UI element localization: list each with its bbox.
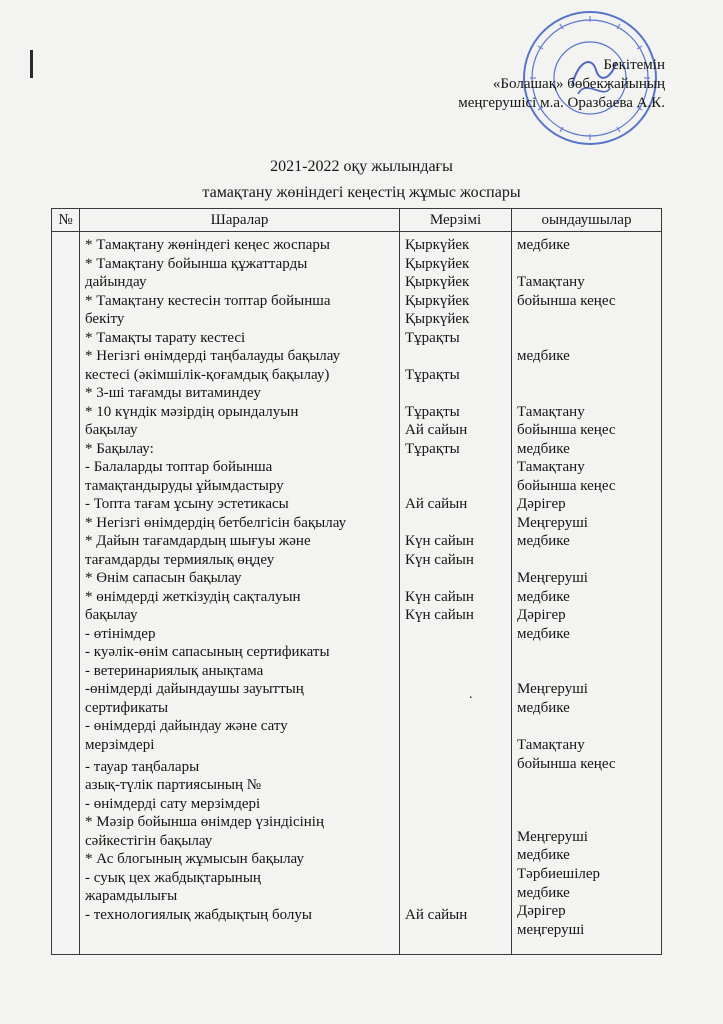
executor-line: Меңгеруші [517, 515, 588, 531]
measure-line: - өтінімдер [85, 626, 156, 642]
approval-block [458, 56, 665, 113]
measure-line: жарамдылығы [85, 888, 178, 904]
approval-line-institution: «Болашақ» бөбекжайының [492, 76, 665, 92]
executor-line: Тамақтану [517, 737, 585, 753]
measure-line: тағамдарды термиялық өңдеу [85, 552, 275, 568]
term-line: Күн сайын [405, 589, 474, 605]
document-main-title: тамақтану жөніндегі кеңестің жұмыс жоспары [202, 184, 521, 201]
measure-line: тамақтандыруды ұйымдастыру [85, 478, 284, 494]
measure-line: - технологиялық жабдықтың болуы [85, 907, 312, 923]
executor-line: медбике [517, 885, 570, 901]
measure-line: дайындау [85, 274, 147, 290]
measure-line: мерзімдері [85, 737, 155, 753]
term-line: Ай сайын [405, 422, 468, 438]
executor-line: Дәрігер [517, 607, 566, 623]
executor-line: Тамақтану [517, 274, 585, 290]
term-line: Тұрақты [405, 441, 460, 457]
term-line: Ай сайын [405, 496, 468, 512]
measure-line: - өнімдерді сату мерзімдері [85, 796, 261, 812]
executor-line: медбике [517, 237, 570, 253]
term-line: Күн сайын [405, 552, 474, 568]
measure-line: - Балаларды топтар бойынша [85, 459, 273, 475]
measure-line: * Тамақтану кестесін топтар бойынша [85, 293, 331, 309]
executor-line: Меңгеруші [517, 570, 588, 586]
executor-line: медбике [517, 626, 570, 642]
table-header-row [52, 209, 662, 232]
measure-line: - куәлік-өнім сапасының сертификаты [85, 644, 330, 660]
measure-line: * Мәзір бойынша өнімдер үзіндісінің [85, 814, 325, 830]
term-line: Тұрақты [405, 404, 460, 420]
executors-cell: . медбике Тамақтану бойынша кеңес медбике Тамақтану бойынша кеңес медбике Тамақтану бойынша кеңес Дәрігер Меңгеруші медбике Меңгеруші медбике Дәрігер медбике Меңгеруші медбике Тамақтану бойынша кеңес Меңгеруші медбике Тәрбиешілер медбике Дәрігер меңгеруші [512, 232, 662, 955]
header-number: № [52, 209, 80, 232]
measure-line: - Топта тағам ұсыну эстетикасы [85, 496, 289, 512]
measure-line: бақылау [85, 422, 138, 438]
measure-line: -өнімдерді дайындаушы зауыттың [85, 681, 304, 697]
header-measures: Шаралар [80, 209, 400, 232]
measure-line: * Ас блогының жұмысын бақылау [85, 851, 304, 867]
approval-line-approve: Бекітемін [603, 57, 665, 73]
measure-line: * өнімдерді жеткізудің сақталуын [85, 589, 301, 605]
term-cell [400, 232, 512, 955]
executor-line: бойынша кеңес [517, 422, 616, 438]
term-line: Қыркүйек [405, 256, 470, 272]
executor-line: меңгеруші [517, 922, 585, 938]
measure-line: сертификаты [85, 700, 169, 716]
executor-line: бойынша кеңес [517, 756, 616, 772]
measure-line: * Дайын тағамдардың шығуы және [85, 533, 311, 549]
term-line: Күн сайын [405, 533, 474, 549]
executor-line: Тамақтану [517, 459, 585, 475]
executor-line: Дәрігер [517, 496, 566, 512]
measure-line: бекіту [85, 311, 125, 327]
measure-line: - суық цех жабдықтарының [85, 870, 261, 886]
measure-line: * Тамақтану бойынша құжаттарды [85, 256, 308, 272]
measure-line: бақылау [85, 607, 138, 623]
term-line: Тұрақты [405, 330, 460, 346]
header-term: Мерзімі [400, 209, 512, 232]
measure-line: кестесі (әкімшілік-қоғамдық бақылау) [85, 367, 330, 383]
measure-line: азық-түлік партиясының № [85, 777, 262, 793]
table-body-row [52, 232, 662, 955]
term-line: Қыркүйек [405, 311, 470, 327]
measure-line: * Негізгі өнімдерді таңбалауды бақылау [85, 348, 341, 364]
measure-line: * Тамақтану жөніндегі кеңес жоспары [85, 237, 330, 253]
measure-line: * Тамақты тарату кестесі [85, 330, 246, 346]
measure-line: * 10 күндік мәзірдің орындалуын [85, 404, 299, 420]
number-cell [52, 232, 80, 955]
term-line: Қыркүйек [405, 293, 470, 309]
executor-line: медбике [517, 847, 570, 863]
measure-line: - тауар таңбалары [85, 759, 200, 775]
executor-line: бойынша кеңес [517, 293, 616, 309]
plan-table [51, 208, 662, 955]
executor-line: медбике [517, 441, 570, 457]
measure-line: - өнімдерді дайындау және сату [85, 718, 288, 734]
measure-line: * Негізгі өнімдердің бетбелгісін бақылау [85, 515, 347, 531]
margin-mark [30, 50, 33, 78]
measures-cell [80, 232, 400, 955]
measure-line: * Өнім сапасын бақылау [85, 570, 242, 586]
approval-line-head: меңгерушісі м.а. Оразбаева А.К. [458, 95, 665, 111]
header-executors: оындаушылар [512, 209, 662, 232]
executor-line: медбике [517, 533, 570, 549]
measure-line: * Бақылау: [85, 441, 154, 457]
document-year-title: 2021-2022 оқу жылындағы [270, 158, 453, 175]
term-line: Қыркүйек [405, 237, 470, 253]
term-line: Ай сайын [405, 907, 468, 923]
executor-line: медбике [517, 589, 570, 605]
executor-line: бойынша кеңес [517, 478, 616, 494]
executor-line: медбике [517, 348, 570, 364]
term-line: Күн сайын [405, 607, 474, 623]
term-line: Тұрақты [405, 367, 460, 383]
executor-line: Тамақтану [517, 404, 585, 420]
executor-line: Дәрігер [517, 903, 566, 919]
executor-line: медбике [517, 700, 570, 716]
measure-line: сәйкестігін бақылау [85, 833, 213, 849]
executor-line: Тәрбиешілер [517, 866, 600, 882]
executor-line: Меңгеруші [517, 829, 588, 845]
term-line: Қыркүйек [405, 274, 470, 290]
measure-line: * 3-ші тағамды витаминдеу [85, 385, 261, 401]
executor-line: Меңгеруші [517, 681, 588, 697]
measure-line: - ветеринариялық анықтама [85, 663, 264, 679]
